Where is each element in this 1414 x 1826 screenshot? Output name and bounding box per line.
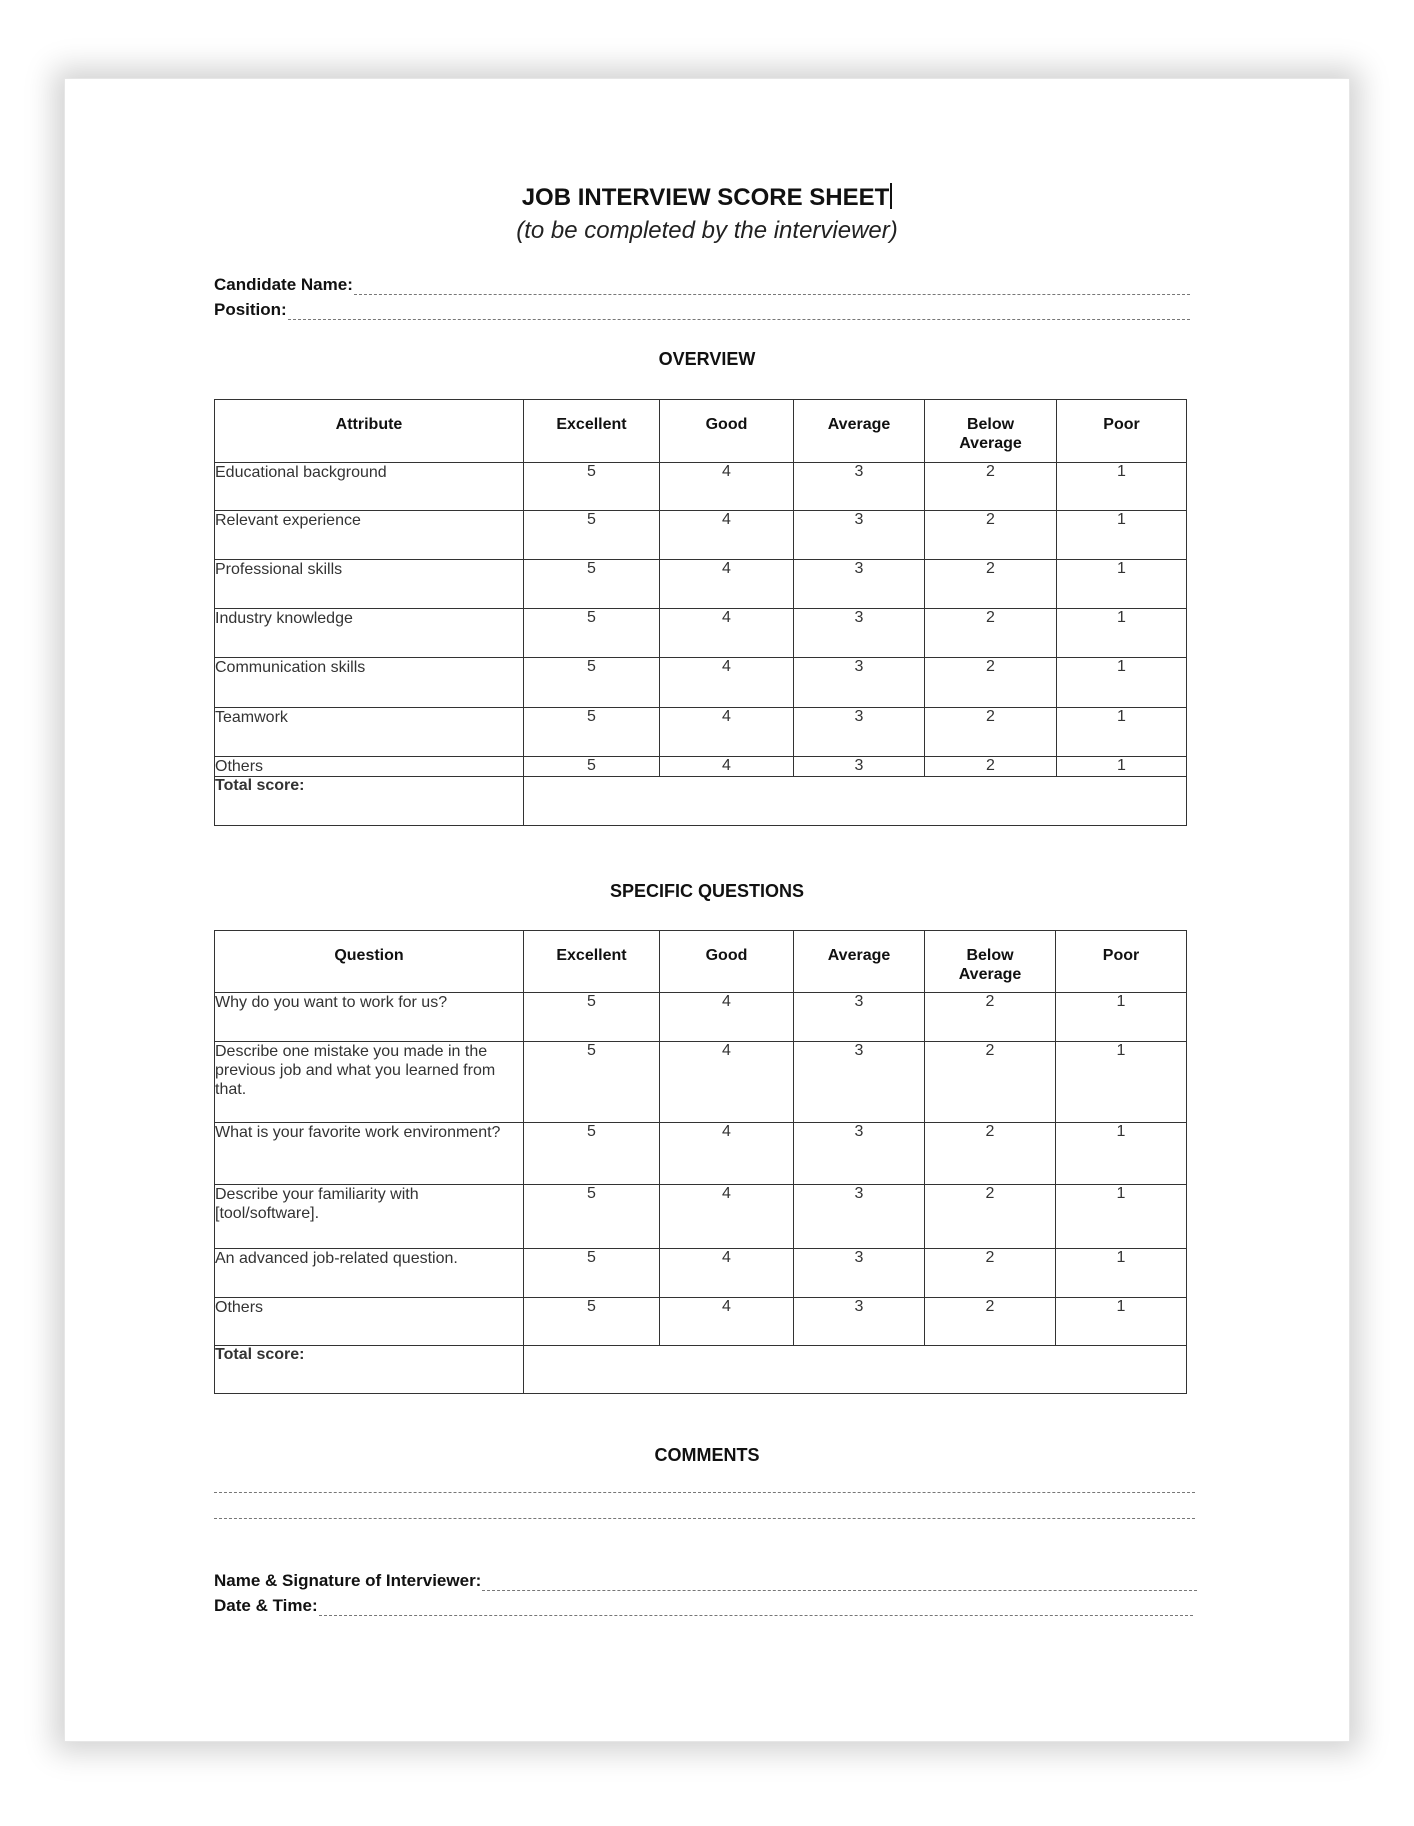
row-label: Why do you want to work for us? [215, 993, 524, 1042]
date-time-label: Date & Time: [214, 1596, 318, 1615]
score-cell-excellent[interactable]: 5 [524, 1249, 660, 1298]
score-cell-below-average[interactable]: 2 [925, 658, 1057, 708]
column-header-excellent: Excellent [524, 400, 660, 463]
row-label: Others [215, 1298, 524, 1346]
total-score-input[interactable] [524, 777, 1187, 826]
table-row [215, 658, 1187, 708]
score-cell-good[interactable]: 4 [660, 757, 794, 777]
row-label: Professional skills [215, 560, 524, 609]
title-text: JOB INTERVIEW SCORE SHEET [521, 184, 890, 211]
column-header-excellent: Excellent [524, 931, 660, 993]
score-cell-average[interactable]: 3 [794, 1185, 925, 1249]
score-cell-below-average[interactable]: 2 [925, 993, 1056, 1042]
table-row [215, 1298, 1187, 1346]
score-cell-poor[interactable]: 1 [1057, 463, 1187, 511]
total-score-row [215, 1346, 1187, 1394]
score-cell-poor[interactable]: 1 [1057, 560, 1187, 609]
row-label: Teamwork [215, 708, 524, 757]
candidate-name-label: Candidate Name: [214, 275, 353, 294]
overview-header-row [215, 400, 1187, 463]
score-cell-below-average[interactable]: 2 [925, 708, 1057, 757]
score-cell-poor[interactable]: 1 [1056, 1298, 1187, 1346]
row-label: Describe your familiarity with [tool/software]. [215, 1185, 524, 1249]
score-cell-average[interactable]: 3 [794, 1123, 925, 1185]
table-row [215, 463, 1187, 511]
score-cell-good[interactable]: 4 [660, 993, 794, 1042]
score-cell-good[interactable]: 4 [660, 1249, 794, 1298]
specific-questions-heading: SPECIFIC QUESTIONS [609, 881, 805, 901]
score-cell-good[interactable]: 4 [660, 463, 794, 511]
score-cell-poor[interactable]: 1 [1056, 1123, 1187, 1185]
table-row [215, 757, 1187, 777]
row-label: Relevant experience [215, 511, 524, 560]
overview-table [214, 399, 1187, 826]
column-header-good: Good [660, 931, 794, 993]
score-cell-average[interactable]: 3 [794, 511, 925, 560]
score-cell-excellent[interactable]: 5 [524, 1298, 660, 1346]
row-label: Educational background [215, 463, 524, 511]
date-time-line[interactable] [319, 1601, 1193, 1616]
total-score-label: Total score: [215, 1346, 524, 1394]
score-cell-average[interactable]: 3 [794, 993, 925, 1042]
score-cell-poor[interactable]: 1 [1056, 1185, 1187, 1249]
score-cell-excellent[interactable]: 5 [524, 708, 660, 757]
specific-questions-table [214, 930, 1187, 1394]
column-header-attribute: Attribute [215, 400, 524, 463]
score-cell-good[interactable]: 4 [660, 1185, 794, 1249]
table-row [215, 609, 1187, 658]
score-cell-good[interactable]: 4 [660, 1123, 794, 1185]
row-label: Others [215, 757, 524, 777]
score-cell-excellent[interactable]: 5 [524, 560, 660, 609]
score-cell-average[interactable]: 3 [794, 757, 925, 777]
row-label: Describe one mistake you made in the previous job and what you learned from that. [215, 1042, 524, 1123]
date-time-field[interactable] [214, 1596, 1193, 1616]
column-header-poor: Poor [1057, 400, 1187, 463]
position-field[interactable] [214, 300, 1190, 320]
table-row [215, 1185, 1187, 1249]
score-cell-average[interactable]: 3 [794, 1298, 925, 1346]
column-header-average: Average [794, 931, 925, 993]
interviewer-signature-field[interactable] [214, 1571, 1197, 1591]
table-row [215, 511, 1187, 560]
position-label: Position: [214, 300, 287, 319]
score-cell-average[interactable]: 3 [794, 708, 925, 757]
total-score-label: Total score: [215, 777, 524, 826]
interviewer-signature-line[interactable] [482, 1576, 1197, 1591]
score-cell-excellent[interactable]: 5 [524, 1123, 660, 1185]
score-cell-below-average[interactable]: 2 [925, 1298, 1056, 1346]
column-header-poor: Poor [1056, 931, 1187, 993]
score-cell-poor[interactable]: 1 [1056, 1042, 1187, 1123]
score-cell-good[interactable]: 4 [660, 560, 794, 609]
score-cell-poor[interactable]: 1 [1056, 1249, 1187, 1298]
score-cell-excellent[interactable]: 5 [524, 609, 660, 658]
score-cell-good[interactable]: 4 [660, 658, 794, 708]
score-cell-average[interactable]: 3 [794, 1249, 925, 1298]
score-cell-below-average[interactable]: 2 [925, 463, 1057, 511]
score-cell-average[interactable]: 3 [794, 609, 925, 658]
score-cell-average[interactable]: 3 [794, 658, 925, 708]
score-cell-poor[interactable]: 1 [1057, 708, 1187, 757]
candidate-name-line[interactable] [354, 280, 1190, 295]
score-cell-below-average[interactable]: 2 [925, 1042, 1056, 1123]
row-label: An advanced job-related question. [215, 1249, 524, 1298]
table-row [215, 1123, 1187, 1185]
comment-line-2[interactable] [214, 1518, 1195, 1519]
column-header-below-average: Below Average [925, 931, 1056, 993]
score-cell-average[interactable]: 3 [794, 1042, 925, 1123]
score-cell-good[interactable]: 4 [660, 708, 794, 757]
score-cell-poor[interactable]: 1 [1056, 993, 1187, 1042]
score-cell-good[interactable]: 4 [660, 1298, 794, 1346]
score-cell-below-average[interactable]: 2 [925, 757, 1057, 777]
specific-header-row [215, 931, 1187, 993]
score-cell-average[interactable]: 3 [794, 463, 925, 511]
score-cell-excellent[interactable]: 5 [524, 757, 660, 777]
score-cell-poor[interactable]: 1 [1057, 609, 1187, 658]
score-cell-good[interactable]: 4 [660, 1042, 794, 1123]
comments-heading: COMMENTS [654, 1445, 760, 1465]
document-title[interactable] [0, 183, 1414, 212]
score-cell-average[interactable]: 3 [794, 560, 925, 609]
table-row [215, 1249, 1187, 1298]
table-row [215, 1042, 1187, 1123]
score-cell-poor[interactable]: 1 [1057, 757, 1187, 777]
comment-line-1[interactable] [214, 1492, 1195, 1493]
table-row [215, 993, 1187, 1042]
column-header-good: Good [660, 400, 794, 463]
overview-heading: OVERVIEW [658, 349, 756, 369]
score-cell-poor[interactable]: 1 [1057, 658, 1187, 708]
column-header-below-average: Below Average [925, 400, 1057, 463]
score-cell-below-average[interactable]: 2 [925, 1185, 1056, 1249]
score-cell-excellent[interactable]: 5 [524, 463, 660, 511]
score-cell-excellent[interactable]: 5 [524, 1042, 660, 1123]
score-cell-excellent[interactable]: 5 [524, 1185, 660, 1249]
row-label: What is your favorite work environment? [215, 1123, 524, 1185]
score-cell-excellent[interactable]: 5 [524, 511, 660, 560]
score-cell-excellent[interactable]: 5 [524, 993, 660, 1042]
score-cell-excellent[interactable]: 5 [524, 658, 660, 708]
total-score-row [215, 777, 1187, 826]
total-score-input[interactable] [524, 1346, 1187, 1394]
document-subtitle: (to be completed by the interviewer) [516, 217, 898, 244]
score-cell-below-average[interactable]: 2 [925, 511, 1057, 560]
score-cell-good[interactable]: 4 [660, 511, 794, 560]
score-cell-below-average[interactable]: 2 [925, 560, 1057, 609]
column-header-average: Average [794, 400, 925, 463]
position-line[interactable] [288, 305, 1190, 320]
interviewer-signature-label: Name & Signature of Interviewer: [214, 1571, 482, 1590]
score-cell-below-average[interactable]: 2 [925, 1249, 1056, 1298]
table-row [215, 560, 1187, 609]
row-label: Communication skills [215, 658, 524, 708]
text-cursor [890, 183, 892, 209]
score-cell-good[interactable]: 4 [660, 609, 794, 658]
score-cell-below-average[interactable]: 2 [925, 1123, 1056, 1185]
score-cell-poor[interactable]: 1 [1057, 511, 1187, 560]
column-header-question: Question [215, 931, 524, 993]
candidate-name-field[interactable] [214, 275, 1190, 295]
table-row [215, 708, 1187, 757]
row-label: Industry knowledge [215, 609, 524, 658]
score-cell-below-average[interactable]: 2 [925, 609, 1057, 658]
